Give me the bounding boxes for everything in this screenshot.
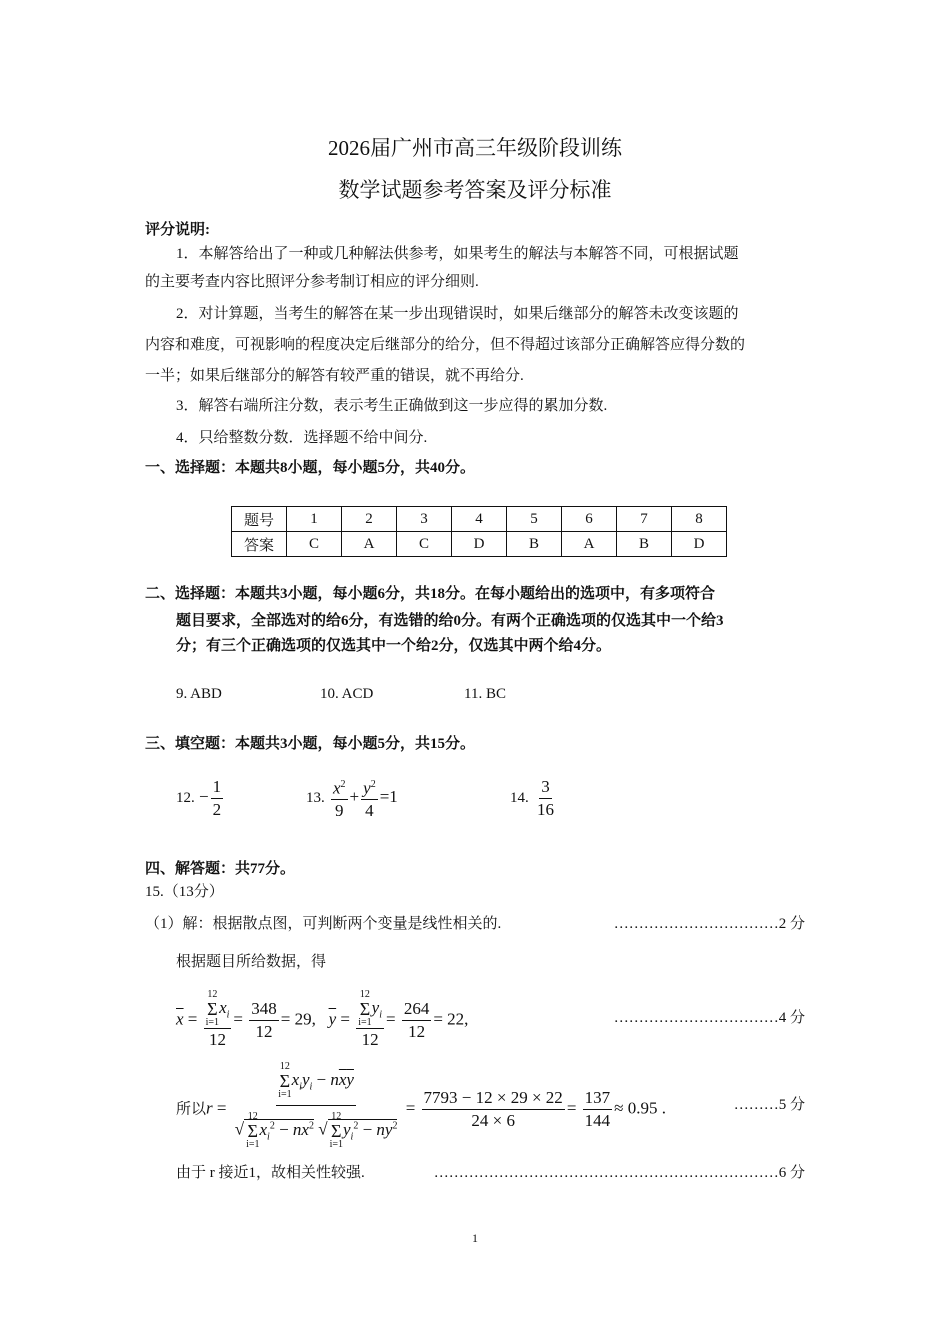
table-cell: A bbox=[562, 532, 617, 557]
table-cell: A bbox=[342, 532, 397, 557]
table-cell: 2 bbox=[342, 507, 397, 532]
section-text: 分；有三个正确选项的仅选其中一个给2分，仅选其中两个给4分。 bbox=[176, 638, 612, 654]
table-cell: 1 bbox=[287, 507, 342, 532]
doc-title: 2026届广州市高三年级阶段训练 bbox=[328, 136, 622, 160]
table-cell: 7 bbox=[617, 507, 672, 532]
table-cell: 6 bbox=[562, 507, 617, 532]
score-mark: ……………………………………………………………6 分 bbox=[433, 1165, 805, 1181]
answer-14: 14. $\frac{3}{16}$ bbox=[510, 776, 554, 819]
table-cell: B bbox=[507, 532, 562, 557]
section-text: 题目要求，全部选对的给6分，有选错的给0分。有两个正确选项的仅选其中一个给3 bbox=[176, 613, 724, 629]
notes-heading: 评分说明: bbox=[145, 222, 210, 238]
page-number: 1 bbox=[472, 1231, 478, 1245]
section-heading: 二、选择题：本题共3小题，每小题6分，共18分。在每小题给出的选项中，有多项符合 bbox=[145, 586, 716, 602]
table-cell: 4 bbox=[452, 507, 507, 532]
answer-table bbox=[231, 506, 727, 557]
score-mark: ……………………………2 分 bbox=[613, 916, 805, 932]
table-cell: 3 bbox=[397, 507, 452, 532]
note-text: 的主要考查内容比照评分参考制订相应的评分细则. bbox=[145, 274, 479, 290]
note-text: 3．解答右端所注分数，表示考生正确做到这一步应得的累加分数. bbox=[176, 398, 608, 414]
note-text: 4．只给整数分数．选择题不给中间分. bbox=[176, 430, 428, 446]
table-cell: D bbox=[672, 532, 727, 557]
answer-12: 12. − $\frac{1}{2}$ bbox=[176, 776, 222, 819]
section-heading: 一、选择题：本题共8小题，每小题5分，共40分。 bbox=[145, 460, 476, 476]
table-cell: D bbox=[452, 532, 507, 557]
table-cell: C bbox=[287, 532, 342, 557]
table-cell: C bbox=[397, 532, 452, 557]
step-text: 根据题目所给数据，得 bbox=[176, 954, 327, 970]
note-text: 内容和难度，可视影响的程度决定后继部分的给分，但不得超过该部分正确解答应得分数的 bbox=[145, 337, 746, 353]
table-header: 答案 bbox=[232, 532, 287, 557]
question-15: 15.（13分） bbox=[145, 884, 224, 900]
section-heading: 三、填空题：本题共3小题，每小题5分，共15分。 bbox=[145, 736, 476, 752]
table-cell: 5 bbox=[507, 507, 562, 532]
answer-13: 13. $\frac{x^2}{9}$ + $\frac{y^2}{4}$ =1 bbox=[306, 772, 398, 823]
doc-subtitle: 数学试题参考答案及评分标准 bbox=[338, 178, 612, 202]
answer-9: 9. ABD bbox=[176, 686, 222, 702]
answer-10: 10. ACD bbox=[320, 686, 374, 702]
table-row bbox=[232, 507, 727, 532]
table-cell: B bbox=[617, 532, 672, 557]
note-text: 1．本解答给出了一种或几种解法供参考，如果考生的解法与本解答不同，可根据试题 bbox=[176, 246, 739, 262]
note-text: 一半；如果后继部分的解答有较严重的错误，就不再给分. bbox=[145, 368, 524, 384]
section-heading: 四、解答题：共77分。 bbox=[145, 861, 296, 877]
correlation-formula: 所以r = 12 Σ i=1 $x_iy_i - n\overline{x}\overline{y}$ √ 12 Σ i=1 $x_i^2 - n\overline{x}^2$ √ 12 Σ i=1 $y_i^2 - n\overline{y}^2$ = $\frac{7793 - 12 \times 29 \times 22}{24 \times 6}$ = $\frac{137}{144}$ ≈ 0.95 . bbox=[176, 1061, 666, 1151]
table-row bbox=[232, 532, 727, 557]
step-text: （1）解：根据散点图，可判断两个变量是线性相关的. bbox=[145, 916, 502, 932]
conclusion-text: 由于 r 接近1，故相关性较强. bbox=[176, 1165, 365, 1181]
table-header: 题号 bbox=[232, 507, 287, 532]
score-mark: ………5 分 bbox=[733, 1097, 805, 1113]
table-cell: 8 bbox=[672, 507, 727, 532]
answer-11: 11. BC bbox=[464, 686, 506, 702]
score-mark: ……………………………4 分 bbox=[613, 1010, 805, 1026]
mean-formula: $\overline{x}$ = 12 Σ i=1 $x_i$ 12 = $\frac{348}{12}$ = 29, $\overline{y}$ = 12 Σ i=1 $y_i$ 12 = $\frac{264}{12}$ = 22, bbox=[176, 989, 469, 1049]
note-text: 2．对计算题，当考生的解答在某一步出现错误时，如果后继部分的解答未改变该题的 bbox=[176, 306, 739, 322]
